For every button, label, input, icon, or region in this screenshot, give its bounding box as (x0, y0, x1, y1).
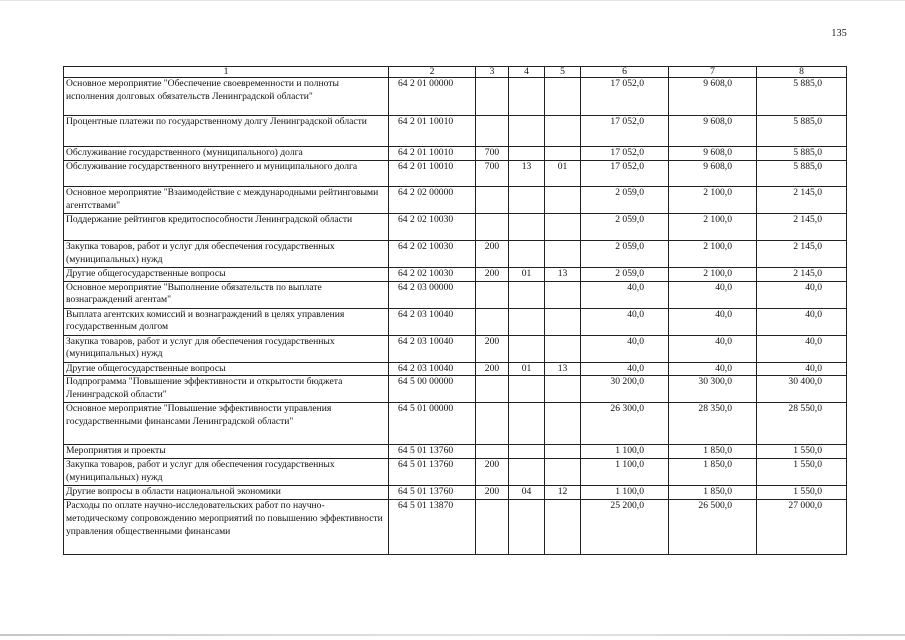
row-col-3: 200 (476, 459, 509, 486)
row-code: 64 5 01 13760 (389, 486, 476, 500)
table-row (64, 403, 847, 445)
row-value-6: 25 200,0 (581, 499, 669, 554)
header-col-2: 2 (389, 67, 476, 78)
row-col-5 (545, 445, 581, 459)
row-col-3 (476, 281, 509, 308)
row-col-5 (545, 78, 581, 116)
row-col-4 (509, 308, 545, 335)
row-value-7: 2 100,0 (669, 267, 757, 281)
row-value-6: 40,0 (581, 335, 669, 362)
row-col-3: 200 (476, 240, 509, 267)
row-value-6: 17 052,0 (581, 116, 669, 147)
row-value-8: 40,0 (757, 281, 847, 308)
row-value-7: 40,0 (669, 308, 757, 335)
row-col-4: 04 (509, 486, 545, 500)
row-value-8: 40,0 (757, 362, 847, 376)
header-row (64, 67, 847, 78)
row-col-5 (545, 499, 581, 554)
table-row (64, 281, 847, 308)
row-code: 64 2 02 10030 (389, 213, 476, 240)
table-row (64, 116, 847, 147)
row-col-5 (545, 335, 581, 362)
row-value-8: 2 145,0 (757, 213, 847, 240)
row-col-3: 700 (476, 160, 509, 186)
table-row (64, 486, 847, 500)
row-col-4 (509, 147, 545, 161)
budget-table (63, 66, 847, 555)
row-value-6: 26 300,0 (581, 403, 669, 445)
table-row (64, 445, 847, 459)
scan-top-edge (0, 0, 905, 1)
row-code: 64 5 00 00000 (389, 376, 476, 403)
row-code: 64 2 02 10030 (389, 267, 476, 281)
row-value-8: 2 145,0 (757, 186, 847, 213)
row-col-5: 13 (545, 267, 581, 281)
header-col-3: 3 (476, 67, 509, 78)
row-col-4 (509, 186, 545, 213)
row-col-5: 13 (545, 362, 581, 376)
row-value-8: 1 550,0 (757, 459, 847, 486)
row-col-4 (509, 459, 545, 486)
row-col-4: 13 (509, 160, 545, 186)
row-code: 64 2 01 10010 (389, 116, 476, 147)
row-name: Мероприятия и проекты (64, 445, 389, 459)
table-row (64, 499, 847, 554)
row-col-4 (509, 116, 545, 147)
row-col-5 (545, 376, 581, 403)
header-col-1: 1 (64, 67, 389, 78)
row-col-3 (476, 499, 509, 554)
header-col-4: 4 (509, 67, 545, 78)
row-col-4 (509, 403, 545, 445)
row-code: 64 5 01 13760 (389, 445, 476, 459)
row-name: Основное мероприятие "Взаимодействие с международными рейтинговыми агентствами" (64, 186, 389, 213)
row-value-7: 9 608,0 (669, 147, 757, 161)
row-value-7: 9 608,0 (669, 116, 757, 147)
row-code: 64 2 01 10010 (389, 147, 476, 161)
row-col-5: 01 (545, 160, 581, 186)
row-value-6: 40,0 (581, 362, 669, 376)
row-name: Другие вопросы в области национальной экономики (64, 486, 389, 500)
row-code: 64 2 02 00000 (389, 186, 476, 213)
row-name: Подпрограмма "Повышение эффективности и открытости бюджета Ленинградской области" (64, 376, 389, 403)
table-row (64, 459, 847, 486)
row-name: Обслуживание государственного внутреннего и муниципального долга (64, 160, 389, 186)
row-code: 64 2 03 10040 (389, 308, 476, 335)
row-col-5 (545, 116, 581, 147)
row-value-7: 2 100,0 (669, 186, 757, 213)
row-value-8: 2 145,0 (757, 267, 847, 281)
row-col-4 (509, 78, 545, 116)
row-name: Основное мероприятие "Выполнение обязательств по выплате вознаграждений агентам" (64, 281, 389, 308)
row-value-8: 5 885,0 (757, 147, 847, 161)
header-col-8: 8 (757, 67, 847, 78)
table-row (64, 213, 847, 240)
row-value-7: 40,0 (669, 281, 757, 308)
table-row (64, 78, 847, 116)
row-name: Выплата агентских комиссий и вознаграждений в целях управления государственным долгом (64, 308, 389, 335)
row-col-4 (509, 376, 545, 403)
row-name: Основное мероприятие "Повышение эффективности управления государственными финансами Ленинградской области" (64, 403, 389, 445)
row-code: 64 2 02 10030 (389, 240, 476, 267)
row-value-8: 2 145,0 (757, 240, 847, 267)
row-col-5 (545, 240, 581, 267)
row-value-7: 26 500,0 (669, 499, 757, 554)
row-value-6: 30 200,0 (581, 376, 669, 403)
row-value-8: 30 400,0 (757, 376, 847, 403)
row-col-3 (476, 186, 509, 213)
table-row (64, 376, 847, 403)
row-value-6: 17 052,0 (581, 78, 669, 116)
page-number: 135 (831, 28, 847, 39)
row-col-3 (476, 308, 509, 335)
table-row (64, 240, 847, 267)
row-value-6: 40,0 (581, 281, 669, 308)
row-value-7: 1 850,0 (669, 445, 757, 459)
row-value-8: 27 000,0 (757, 499, 847, 554)
row-name: Обслуживание государственного (муниципального) долга (64, 147, 389, 161)
row-name: Другие общегосударственные вопросы (64, 362, 389, 376)
row-name: Другие общегосударственные вопросы (64, 267, 389, 281)
row-value-8: 28 550,0 (757, 403, 847, 445)
row-col-5 (545, 147, 581, 161)
row-value-7: 40,0 (669, 362, 757, 376)
row-col-5 (545, 281, 581, 308)
row-col-4 (509, 240, 545, 267)
row-code: 64 5 01 13870 (389, 499, 476, 554)
row-name: Закупка товаров, работ и услуг для обеспечения государственных (муниципальных) нужд (64, 459, 389, 486)
row-value-7: 30 300,0 (669, 376, 757, 403)
row-col-3: 200 (476, 335, 509, 362)
row-code: 64 2 03 00000 (389, 281, 476, 308)
header-col-5: 5 (545, 67, 581, 78)
row-name: Поддержание рейтингов кредитоспособности Ленинградской области (64, 213, 389, 240)
row-col-4: 01 (509, 267, 545, 281)
row-col-3 (476, 116, 509, 147)
row-code: 64 2 03 10040 (389, 362, 476, 376)
table-row (64, 147, 847, 161)
row-value-6: 17 052,0 (581, 160, 669, 186)
row-col-5 (545, 213, 581, 240)
row-col-3 (476, 213, 509, 240)
row-col-3 (476, 376, 509, 403)
row-value-6: 1 100,0 (581, 459, 669, 486)
row-col-4 (509, 213, 545, 240)
table-row (64, 308, 847, 335)
row-col-3: 200 (476, 267, 509, 281)
row-value-6: 2 059,0 (581, 240, 669, 267)
row-value-8: 5 885,0 (757, 160, 847, 186)
row-code: 64 2 01 10010 (389, 160, 476, 186)
table-row (64, 335, 847, 362)
table-row (64, 267, 847, 281)
header-col-6: 6 (581, 67, 669, 78)
row-value-7: 40,0 (669, 335, 757, 362)
row-col-3 (476, 78, 509, 116)
row-value-6: 1 100,0 (581, 445, 669, 459)
row-col-3: 700 (476, 147, 509, 161)
row-value-8: 40,0 (757, 335, 847, 362)
row-col-3 (476, 403, 509, 445)
row-code: 64 5 01 00000 (389, 403, 476, 445)
row-col-3: 200 (476, 486, 509, 500)
row-value-8: 40,0 (757, 308, 847, 335)
table-row (64, 160, 847, 186)
row-code: 64 2 01 00000 (389, 78, 476, 116)
row-col-5 (545, 308, 581, 335)
scan-bottom-edge (0, 634, 905, 636)
row-value-7: 2 100,0 (669, 240, 757, 267)
row-value-7: 1 850,0 (669, 486, 757, 500)
row-col-5: 12 (545, 486, 581, 500)
row-name: Основное мероприятие "Обеспечение своевременности и полноты исполнения долговых обязательств Ленинградской области" (64, 78, 389, 116)
row-value-7: 9 608,0 (669, 160, 757, 186)
row-col-4 (509, 445, 545, 459)
row-col-5 (545, 186, 581, 213)
row-value-7: 28 350,0 (669, 403, 757, 445)
row-name: Закупка товаров, работ и услуг для обеспечения государственных (муниципальных) нужд (64, 240, 389, 267)
row-col-3: 200 (476, 362, 509, 376)
row-value-8: 5 885,0 (757, 116, 847, 147)
row-col-4 (509, 499, 545, 554)
header-col-7: 7 (669, 67, 757, 78)
row-col-3 (476, 445, 509, 459)
row-value-6: 2 059,0 (581, 186, 669, 213)
row-value-6: 40,0 (581, 308, 669, 335)
row-value-8: 5 885,0 (757, 78, 847, 116)
row-code: 64 2 03 10040 (389, 335, 476, 362)
row-value-8: 1 550,0 (757, 445, 847, 459)
row-value-6: 2 059,0 (581, 213, 669, 240)
row-name: Закупка товаров, работ и услуг для обеспечения государственных (муниципальных) нужд (64, 335, 389, 362)
row-col-4: 01 (509, 362, 545, 376)
row-col-5 (545, 403, 581, 445)
row-value-6: 1 100,0 (581, 486, 669, 500)
row-value-7: 9 608,0 (669, 78, 757, 116)
row-code: 64 5 01 13760 (389, 459, 476, 486)
row-value-7: 2 100,0 (669, 213, 757, 240)
table-row (64, 186, 847, 213)
row-value-7: 1 850,0 (669, 459, 757, 486)
row-col-4 (509, 281, 545, 308)
row-col-4 (509, 335, 545, 362)
row-col-5 (545, 459, 581, 486)
row-name: Процентные платежи по государственному долгу Ленинградской области (64, 116, 389, 147)
row-value-6: 2 059,0 (581, 267, 669, 281)
table-row (64, 362, 847, 376)
row-name: Расходы по оплате научно-исследовательских работ по научно-методическому сопровождению мероприятий по повышению эффективности управления общественными финансами (64, 499, 389, 554)
row-value-8: 1 550,0 (757, 486, 847, 500)
row-value-6: 17 052,0 (581, 147, 669, 161)
